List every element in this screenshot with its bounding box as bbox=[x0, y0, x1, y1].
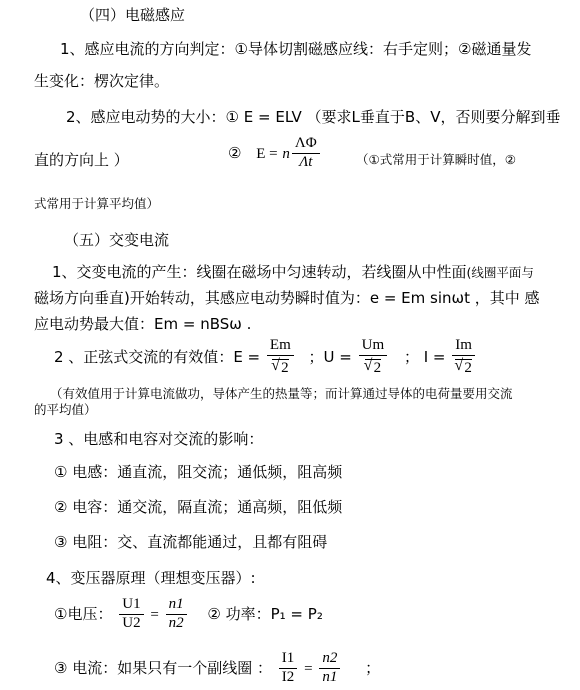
e-numerator: Em bbox=[267, 338, 294, 356]
flux-numerator: ΛΦ bbox=[292, 136, 320, 154]
paragraph-emf-line2: 直的方向上 ） bbox=[34, 151, 129, 169]
effective-values-lead: 2 、正弦式交流的有效值：E = bbox=[54, 347, 261, 366]
u-numerator: Um bbox=[359, 338, 388, 356]
paragraph-transformer-heading: 4、变压器原理（理想变压器）: bbox=[46, 569, 256, 587]
emf-note-line1: （①式常用于计算瞬时值，② bbox=[356, 152, 516, 167]
turns-n2: n2 bbox=[319, 651, 340, 669]
current-ratio bbox=[279, 651, 298, 686]
formula-lhs: E = bbox=[256, 145, 278, 162]
current-i2: I2 bbox=[281, 668, 295, 685]
paragraph-generation-line3: 应电动势最大值：Em = nBSω . bbox=[34, 315, 252, 333]
flux-denominator: Λt bbox=[299, 153, 313, 170]
list-item-resistor: ③ 电阻：交、直流都能通过，且都有阻碍 bbox=[54, 533, 328, 551]
effective-note-line1: （有效值用于计算电流做功，导体产生的热量等；而计算通过导体的电荷量要用交流 bbox=[50, 386, 513, 401]
power-relation: ② 功率：P₁ = P₂ bbox=[207, 604, 323, 623]
emf-note-line2: 式常用于计算平均值） bbox=[34, 196, 160, 211]
paragraph-reactance-heading: 3 、电感和电容对交流的影响： bbox=[54, 430, 264, 448]
section-heading-alternating-current: （五）交变电流 bbox=[64, 231, 170, 249]
voltage-ratio bbox=[119, 597, 143, 632]
paragraph-generation-line1 bbox=[52, 261, 534, 282]
transformer-voltage-line bbox=[54, 597, 323, 632]
flux-fraction bbox=[292, 136, 320, 171]
turns-ratio bbox=[166, 597, 187, 632]
list-item-inductor: ① 电感：通直流，阻交流；通低频，阻高频 bbox=[54, 463, 343, 481]
effective-u-fraction bbox=[359, 338, 388, 377]
paragraph-direction-line1: 1、感应电流的方向判定：①导体切割磁感应线：右手定则；②磁通量发 bbox=[60, 40, 532, 58]
list-item-capacitor: ② 电容：通交流，隔直流；通高频，阻低频 bbox=[54, 498, 343, 516]
effective-u-lhs: ；U = bbox=[308, 347, 352, 366]
turns-n1: n1 bbox=[322, 668, 338, 685]
paragraph-direction-line2: 生变化：楞次定律。 bbox=[34, 72, 170, 90]
trailing-semicolon: ； bbox=[365, 658, 381, 677]
equals-sign: = bbox=[304, 660, 313, 677]
effective-values-line bbox=[54, 338, 477, 377]
paragraph-emf-line1: 2、感应电动势的大小：① E = ELV （要求L垂直于B、V，否则要分解到垂 bbox=[66, 108, 561, 126]
effective-e-fraction bbox=[267, 338, 294, 377]
sqrt-symbol: √ 2 bbox=[365, 359, 382, 377]
current-lead: ③ 电流：如果只有一个副线圈 ： bbox=[54, 658, 272, 677]
turns-n1: n1 bbox=[166, 597, 187, 615]
voltage-u1: U1 bbox=[119, 597, 143, 615]
current-i1: I1 bbox=[279, 651, 298, 669]
i-numerator: Im bbox=[452, 338, 475, 356]
paragraph-generation-line2: 磁场方向垂直)开始转动，其感应电动势瞬时值为：e = Em sinωt ，其中 感 bbox=[34, 289, 540, 307]
voltage-lead: ①电压： bbox=[54, 604, 113, 623]
sqrt-symbol: √ 2 bbox=[272, 359, 289, 377]
formula-emf-average bbox=[228, 136, 322, 171]
sqrt-symbol: √ 2 bbox=[455, 359, 472, 377]
transformer-current-line bbox=[54, 651, 380, 686]
generation-aside: (线圈平面与 bbox=[466, 265, 534, 280]
effective-i-lhs: ； I = bbox=[403, 347, 446, 366]
effective-note-line2: 的平均值） bbox=[34, 402, 97, 417]
voltage-u2: U2 bbox=[122, 614, 141, 631]
current-turns-ratio bbox=[319, 651, 340, 686]
section-heading-electromagnetic-induction: （四）电磁感应 bbox=[80, 6, 186, 24]
formula-mark: ② bbox=[228, 143, 242, 162]
formula-coefficient: n bbox=[282, 145, 290, 162]
generation-text: 1、交变电流的产生：线圈在磁场中匀速转动，若线圈从中性面 bbox=[52, 263, 467, 281]
equals-sign: = bbox=[150, 606, 159, 623]
turns-n2: n2 bbox=[168, 614, 184, 631]
effective-i-fraction bbox=[452, 338, 475, 377]
